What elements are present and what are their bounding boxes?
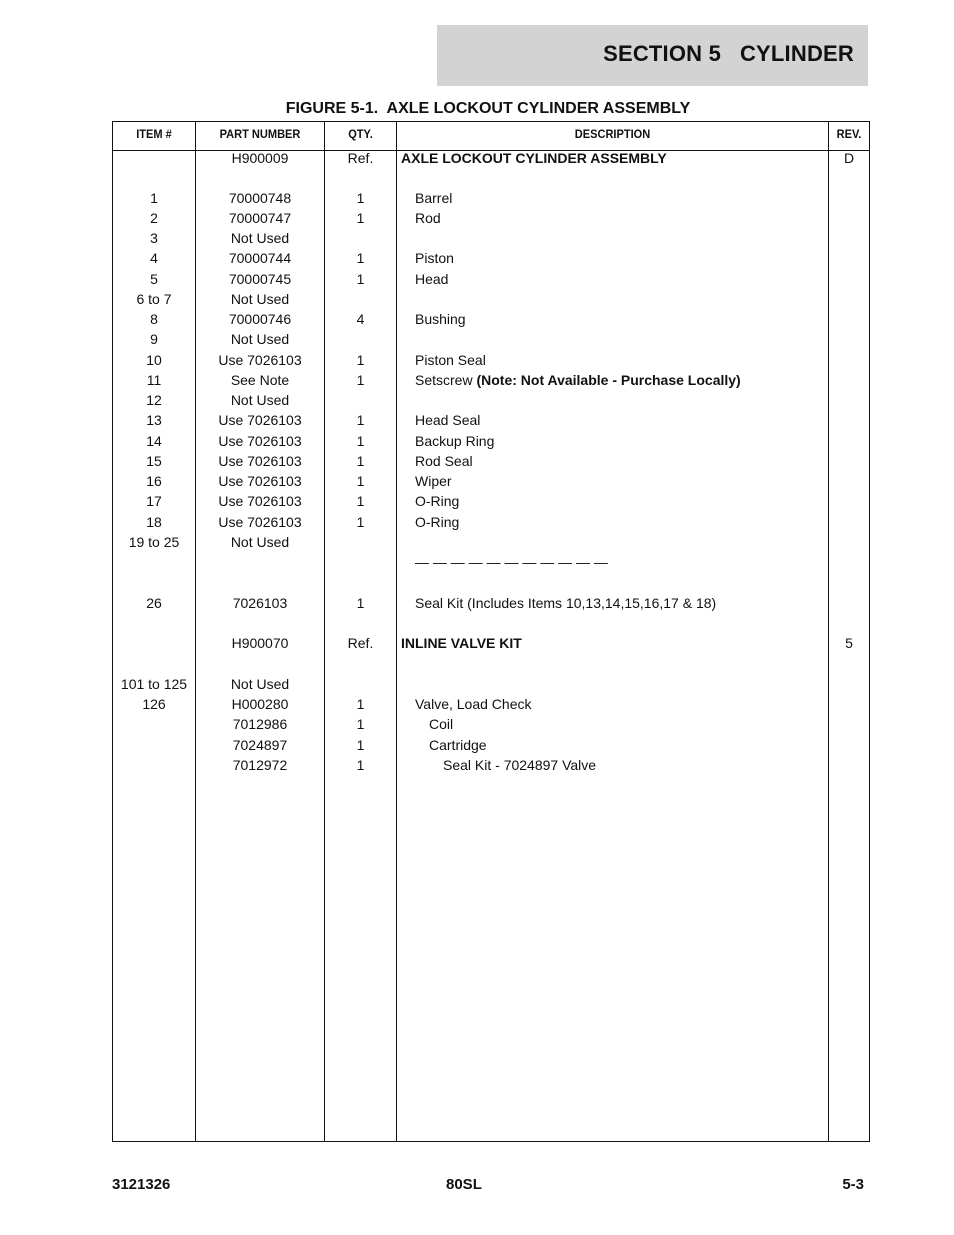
- qty-cell: 1: [356, 757, 365, 773]
- table-row: [113, 755, 869, 775]
- description-text: Head: [415, 271, 449, 287]
- part-number-cell: Use 7026103: [218, 473, 302, 489]
- description-text: Head Seal: [415, 412, 481, 428]
- description-cell: [401, 370, 840, 390]
- qty-cell: 1: [356, 352, 365, 368]
- table-row: [113, 228, 869, 248]
- part-number-cell: Not Used: [230, 230, 290, 246]
- table-row: [113, 248, 869, 268]
- table-row: [113, 593, 869, 613]
- item-number-cell: 15: [146, 453, 162, 469]
- part-number-cell: Not Used: [230, 676, 290, 692]
- description-cell: [401, 714, 854, 734]
- rev-cell: D: [843, 150, 855, 166]
- description-cell: [401, 451, 840, 471]
- item-number-cell: 4: [150, 250, 158, 266]
- part-number-cell: 7024897: [232, 737, 288, 753]
- description-cell: [401, 350, 840, 370]
- qty-cell: 1: [356, 595, 365, 611]
- item-number-cell: 6 to 7: [136, 291, 172, 307]
- description-text: O-Ring: [415, 493, 460, 509]
- footer-page-number: 5-3: [842, 1176, 864, 1193]
- part-number-cell: H000280: [231, 696, 289, 712]
- description-cell: [401, 431, 840, 451]
- item-number-cell: 126: [142, 696, 166, 712]
- table-row: [113, 451, 869, 471]
- description-text: Backup Ring: [415, 433, 495, 449]
- table-row: [113, 289, 869, 309]
- qty-cell: Ref.: [347, 150, 374, 166]
- description-text: Bushing: [415, 311, 466, 327]
- description-text: Seal Kit (Includes Items 10,13,14,15,16,17 & 18): [415, 595, 717, 611]
- part-number-cell: 70000747: [228, 210, 292, 226]
- part-number-cell: Use 7026103: [218, 433, 302, 449]
- description-text: Wiper: [415, 473, 452, 489]
- description-cell: [401, 755, 868, 775]
- description-cell: [401, 188, 840, 208]
- qty-cell: 1: [356, 493, 365, 509]
- figure-title: FIGURE 5-1. AXLE LOCKOUT CYLINDER ASSEMBLY: [285, 100, 691, 117]
- part-number-cell: Not Used: [230, 291, 290, 307]
- qty-cell: 1: [356, 372, 365, 388]
- part-number-cell: 70000744: [228, 250, 292, 266]
- table-row: [113, 148, 869, 168]
- description-cell: [401, 410, 840, 430]
- description-text: Rod Seal: [415, 453, 473, 469]
- table-row: [113, 431, 869, 451]
- description-text: Valve, Load Check: [415, 696, 532, 712]
- part-number-cell: 7012986: [232, 716, 288, 732]
- item-number-cell: 19 to 25: [128, 534, 180, 550]
- rev-cell: 5: [845, 635, 853, 651]
- description-cell: [401, 593, 840, 613]
- description-text: Piston: [415, 250, 454, 266]
- item-number-cell: 26: [146, 595, 162, 611]
- table-row: [113, 410, 869, 430]
- description-cell: [401, 735, 854, 755]
- qty-cell: 1: [356, 473, 365, 489]
- qty-cell: 1: [356, 433, 365, 449]
- description-cell: [401, 552, 840, 572]
- qty-cell: 1: [356, 190, 365, 206]
- description-text: Setscrew: [415, 372, 477, 388]
- part-number-cell: Not Used: [230, 534, 290, 550]
- table-row: [113, 552, 869, 572]
- table-row: [113, 512, 869, 532]
- parts-table: [112, 121, 870, 1142]
- item-number-cell: 2: [150, 210, 158, 226]
- description-cell: [401, 633, 826, 653]
- header-qty: QTY.: [348, 127, 373, 141]
- description-cell: [401, 309, 840, 329]
- part-number-cell: 70000746: [228, 311, 292, 327]
- table-row: [113, 471, 869, 491]
- description-text: Barrel: [415, 190, 453, 206]
- qty-cell: 1: [356, 210, 365, 226]
- table-row: [113, 350, 869, 370]
- qty-cell: 1: [356, 737, 365, 753]
- table-row: [113, 329, 869, 349]
- item-number-cell: 17: [146, 493, 162, 509]
- qty-cell: 1: [356, 696, 365, 712]
- item-number-cell: 13: [146, 412, 162, 428]
- item-number-cell: 3: [150, 230, 158, 246]
- description-text: O-Ring: [415, 514, 460, 530]
- table-row: [113, 714, 869, 734]
- item-number-cell: 18: [146, 514, 162, 530]
- table-row: [113, 491, 869, 511]
- description-cell: [401, 208, 840, 228]
- footer-model: 80SL: [446, 1176, 482, 1193]
- header-description: DESCRIPTION: [574, 127, 651, 141]
- description-text: Coil: [429, 716, 454, 732]
- description-text: Seal Kit - 7024897 Valve: [443, 757, 597, 773]
- table-row: [113, 188, 869, 208]
- part-number-cell: 7012972: [232, 757, 288, 773]
- description-cell: [401, 269, 840, 289]
- description-cell: [401, 148, 826, 168]
- item-number-cell: 14: [146, 433, 162, 449]
- description-text: AXLE LOCKOUT CYLINDER ASSEMBLY: [401, 150, 667, 166]
- description-note: (Note: Not Available - Purchase Locally): [476, 372, 741, 388]
- part-number-cell: Use 7026103: [218, 493, 302, 509]
- qty-cell: 1: [356, 271, 365, 287]
- part-number-cell: 70000748: [228, 190, 292, 206]
- item-number-cell: 5: [150, 271, 158, 287]
- qty-cell: Ref.: [347, 635, 374, 651]
- description-cell: [401, 491, 840, 511]
- qty-cell: 4: [356, 311, 365, 327]
- footer-doc-number: 3121326: [112, 1176, 171, 1193]
- item-number-cell: 12: [146, 392, 162, 408]
- item-number-cell: 16: [146, 473, 162, 489]
- part-number-cell: Not Used: [230, 392, 290, 408]
- description-cell: [401, 512, 840, 532]
- item-number-cell: 1: [150, 190, 158, 206]
- qty-cell: 1: [356, 250, 365, 266]
- item-number-cell: 10: [146, 352, 162, 368]
- item-number-cell: 101 to 125: [120, 676, 188, 692]
- part-number-cell: Use 7026103: [218, 453, 302, 469]
- header-item: ITEM #: [136, 127, 172, 141]
- section-banner: [437, 25, 868, 86]
- part-number-cell: 7026103: [232, 595, 288, 611]
- qty-cell: 1: [356, 716, 365, 732]
- table-row: [113, 633, 869, 653]
- description-cell: [401, 694, 840, 714]
- description-cell: [401, 248, 840, 268]
- part-number-cell: 70000745: [228, 271, 292, 287]
- part-number-cell: Use 7026103: [218, 352, 302, 368]
- description-text: INLINE VALVE KIT: [401, 635, 522, 651]
- part-number-cell: See Note: [230, 372, 290, 388]
- description-text: — — — — — — — — — — —: [415, 554, 608, 570]
- table-row: [113, 674, 869, 694]
- section-title: SECTION 5 CYLINDER: [603, 41, 854, 66]
- item-number-cell: 11: [146, 372, 162, 388]
- description-text: Rod: [415, 210, 441, 226]
- table-row: [113, 735, 869, 755]
- header-rev: REV.: [836, 127, 862, 141]
- table-row: [113, 390, 869, 410]
- table-row: [113, 532, 869, 552]
- qty-cell: 1: [356, 514, 365, 530]
- item-number-cell: 9: [150, 331, 158, 347]
- header-part-number: PART NUMBER: [219, 127, 301, 141]
- part-number-cell: Use 7026103: [218, 514, 302, 530]
- item-number-cell: 8: [150, 311, 158, 327]
- description-cell: [401, 471, 840, 491]
- table-row: [113, 370, 869, 390]
- description-text: Cartridge: [429, 737, 487, 753]
- part-number-cell: Use 7026103: [218, 412, 302, 428]
- part-number-cell: H900070: [231, 635, 289, 651]
- part-number-cell: H900009: [231, 150, 289, 166]
- table-row: [113, 694, 869, 714]
- qty-cell: 1: [356, 453, 365, 469]
- table-row: [113, 309, 869, 329]
- table-row: [113, 269, 869, 289]
- description-text: Piston Seal: [415, 352, 486, 368]
- qty-cell: 1: [356, 412, 365, 428]
- part-number-cell: Not Used: [230, 331, 290, 347]
- table-row: [113, 208, 869, 228]
